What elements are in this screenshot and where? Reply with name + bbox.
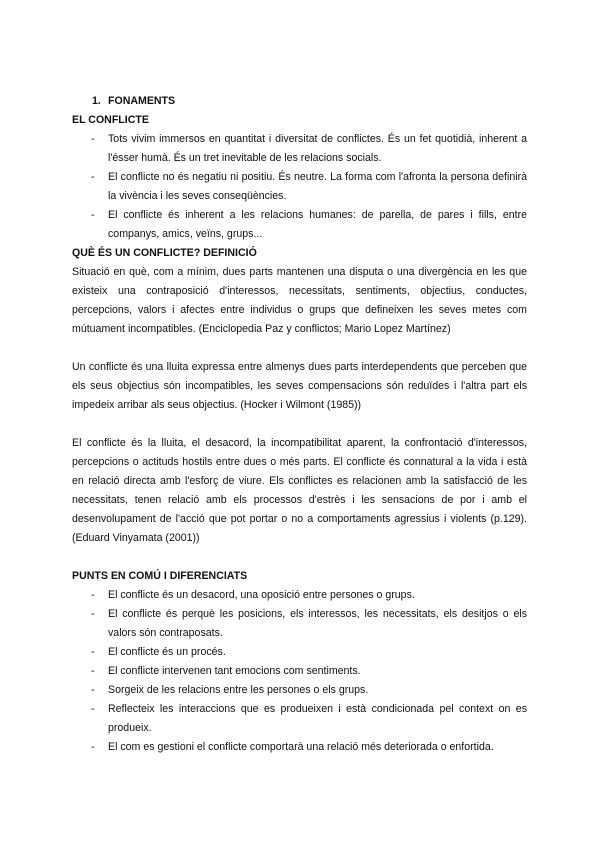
definition-paragraph: Situació en què, com a mínim, dues parts mantenen una disputa o una divergència en les que existeix una contraposició d'interessos, necessitats, sentiments, objectius, conductes, percepcions, valors i afectes entre individus o grups que defineixen les seves metes com mútuament incompatibles. (Enciclopedia Paz y conflictos; Mario Lopez Martínez)	[72, 266, 527, 335]
definition-paragraph: Un conflicte és una lluita expressa entre almenys dues parts interdependents que perceben que els seus objectius són incompatibles, les seves compensacions són reduïdes i l'altra part els impedeix arribar als seus objectius. (Hocker i Wilmont (1985))	[72, 361, 527, 411]
list-item: - El conflicte és un procés.	[72, 643, 527, 662]
section-heading	[92, 92, 527, 111]
paragraph-spacer	[72, 415, 527, 434]
heading-punts: PUNTS EN COMÚ I DIFERENCIATS	[72, 570, 248, 582]
heading-el-conflicte: EL CONFLICTE	[72, 114, 149, 126]
list-item: - El com es gestioni el conflicte comportarà una relació més deteriorada o enfortida.	[72, 738, 527, 757]
list-item: - El conflicte intervenen tant emocions com sentiments.	[72, 662, 527, 681]
heading-definicio: QUÈ ÉS UN CONFLICTE? DEFINICIÓ	[72, 247, 257, 259]
document-body	[72, 92, 527, 757]
section-number: 1.	[92, 95, 101, 107]
list-item: - El conflicte no és negatiu ni positiu. És neutre. La forma com l'afronta la persona definirà la vivència i les seves conseqüències.	[72, 168, 527, 206]
paragraph-spacer	[72, 339, 527, 358]
list-item: - Tots vivim immersos en quantitat i diversitat de conflictes. És un fet quotidià, inherent a l'ésser humà. És un tret inevitable de les relacions socials.	[72, 130, 527, 168]
definition-paragraph: El conflicte és la lluita, el desacord, la incompatibilitat aparent, la confrontació d'interessos, percepcions o actituds hostils entre dues o més parts. El conflicte és connatural a la vida i està en relació directa amb l'esforç de viure. Els conflictes es relacionen amb la satisfacció de les necessitats, tenen relació amb els processos d'estrès i les sensacions de por i amb el desenvolupament de l'acció que pot portar o no a comportaments agressius i violents (p.129). (Eduard Vinyamata (2001))	[72, 437, 527, 544]
punts-list	[72, 586, 527, 757]
list-item: - El conflicte és perquè les posicions, els interessos, les necessitats, els desitjos o els valors són contraposats.	[72, 605, 527, 643]
el-conflicte-list	[72, 130, 527, 244]
list-item: - Reflecteix les interaccions que es produeixen i està condicionada pel context on es produeix.	[72, 700, 527, 738]
list-item: - El conflicte és un desacord, una oposició entre persones o grups.	[72, 586, 527, 605]
list-item: - El conflicte és inherent a les relacions humanes: de parella, de pares i fills, entre companys, amics, veïns, grups...	[72, 206, 527, 244]
section-title: FONAMENTS	[108, 95, 176, 107]
paragraph-spacer	[72, 548, 527, 567]
list-item: - Sorgeix de les relacions entre les persones o els grups.	[72, 681, 527, 700]
